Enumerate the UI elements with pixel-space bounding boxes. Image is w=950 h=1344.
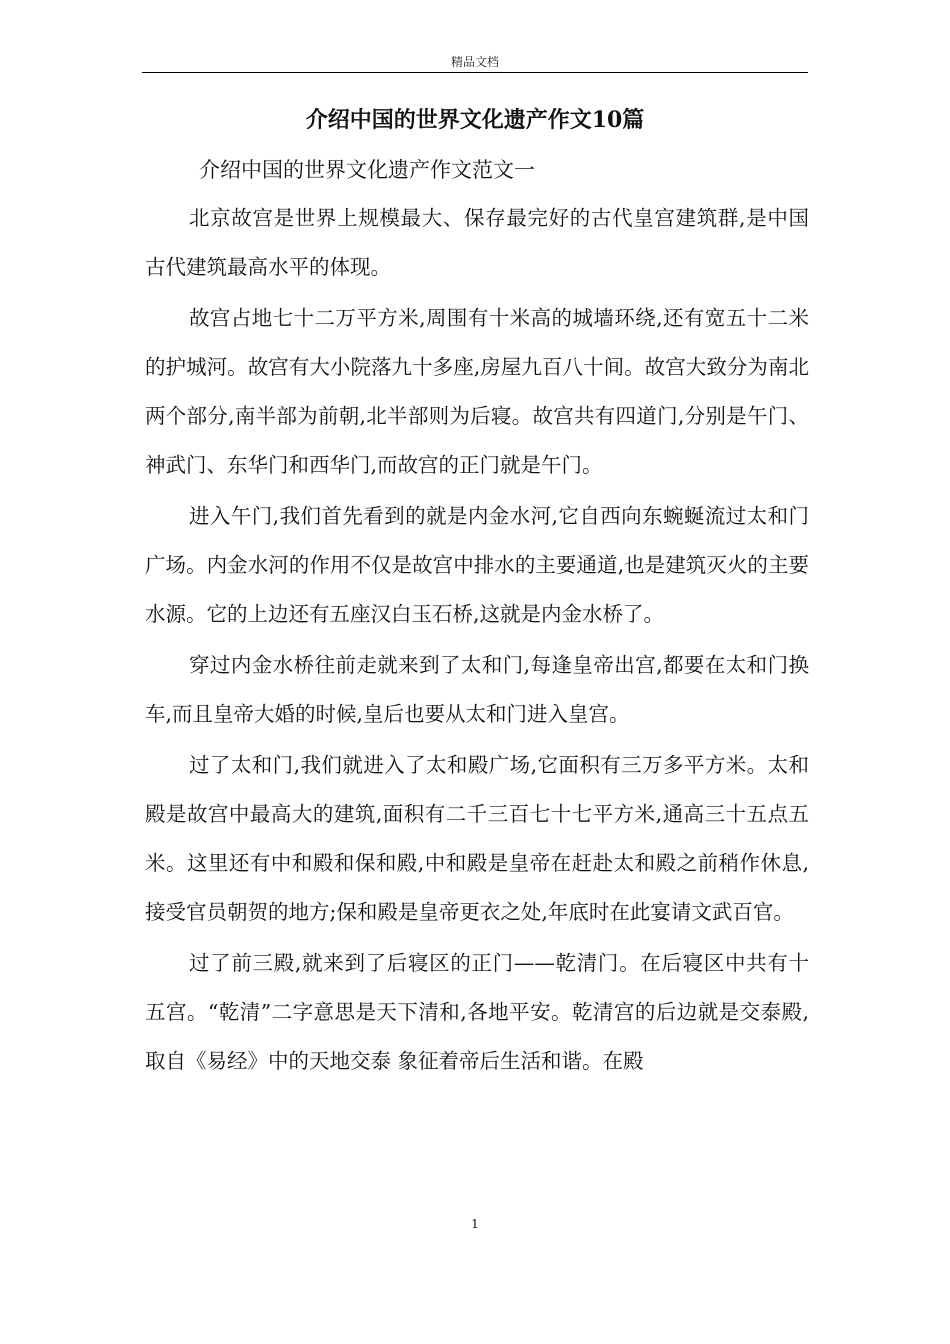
page-header: 精品文档 — [450, 55, 499, 69]
paragraph: 过了太和门,我们就进入了太和殿广场,它面积有三万多平方米。太和殿是故宫中最高大的建筑,面积有二千三百七十七平方米,通高三十五点五米。这里还有中和殿和保和殿,中和殿是皇帝在赶赴太和殿之前稍作休息,接受官员朝贺的地方;保和殿是皇帝更衣之处,年底时在此宴请文武百官。 — [145, 753, 809, 924]
document-title: 介绍中国的世界文化遗产作文10篇 — [305, 107, 645, 133]
paragraph: 北京故宫是世界上规模最大、保存最完好的古代皇宫建筑群,是中国古代建筑最高水平的体现。 — [145, 206, 809, 279]
paragraph: 过了前三殿,就来到了后寝区的正门——乾清门。在后寝区中共有十五宫。“乾清”二字意思是天下清和,各地平安。乾清宫的后边就是交泰殿,取自《易经》中的天地交泰 象征着帝后生活和谐。在殿 — [145, 951, 809, 1073]
document-body — [145, 146, 809, 1088]
page-number: 1 — [471, 1217, 479, 1231]
header-divider — [142, 72, 808, 73]
paragraph: 穿过内金水桥往前走就来到了太和门,每逢皇帝出宫,都要在太和门换车,而且皇帝大婚的时候,皇后也要从太和门进入皇宫。 — [145, 653, 809, 726]
paragraph: 故宫占地七十二万平方米,周围有十米高的城墙环绕,还有宽五十二米的护城河。故宫有大小院落九十多座,房屋九百八十间。故宫大致分为南北两个部分,南半部为前朝,北半部则为后寝。故宫共有四道门,分别是午门、神武门、东华门和西华门,而故宫的正门就是午门。 — [145, 306, 809, 477]
document-subtitle: 介绍中国的世界文化遗产作文范文一 — [199, 158, 535, 182]
paragraph: 进入午门,我们首先看到的就是内金水河,它自西向东蜿蜒流过太和门广场。内金水河的作用不仅是故宫中排水的主要通道,也是建筑灭火的主要水源。它的上边还有五座汉白玉石桥,这就是内金水桥了。 — [145, 504, 809, 626]
